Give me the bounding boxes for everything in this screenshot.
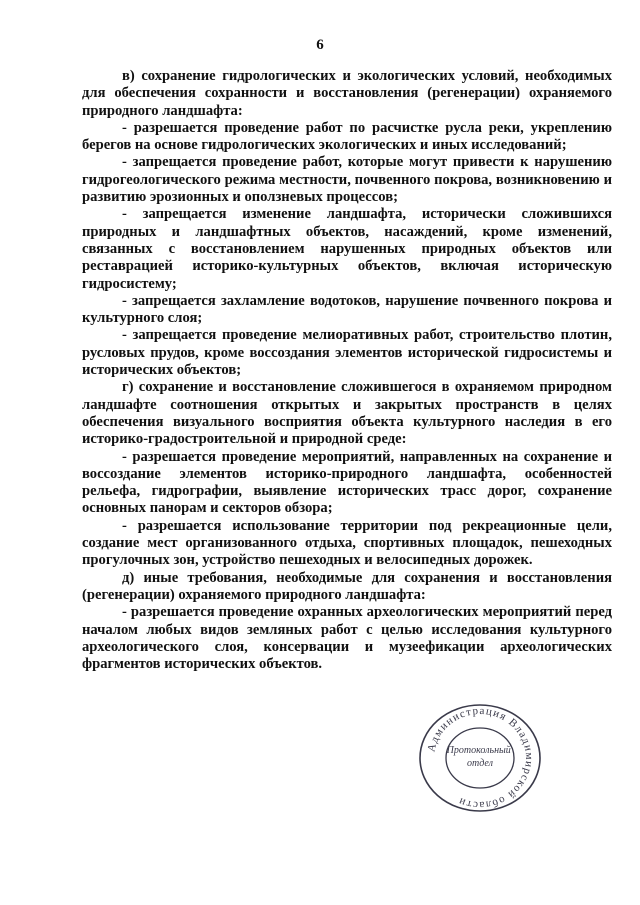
stamp-center-text-line-2: отдел xyxy=(467,758,493,769)
paragraph-v-item-1: - разрешается проведение работ по расчистке русла реки, укреплению берегов на основе гидрологических экологических и иных исследований; xyxy=(82,119,612,154)
official-stamp xyxy=(415,702,545,814)
paragraph-g-intro: г) сохранение и восстановление сложившегося в охраняемом природном ландшафте соотношения открытых и закрытых пространств в целях обеспечения визуального восприятия объекта культурного наследия в его историко-градостроительной и природной среде: xyxy=(82,379,612,448)
paragraph-v-item-4: - запрещается захламление водотоков, нарушение почвенного покрова и культурного слоя; xyxy=(82,292,612,327)
paragraph-d-item-1: - разрешается проведение охранных археологических мероприятий перед началом любых видов земляных работ с целью исследования культурного археологического слоя, консервации и музеефикации археологических фрагментов исторических объектов. xyxy=(82,604,612,673)
page-number: 6 xyxy=(316,37,324,53)
stamp-ring-text: Администрация Владимирской области xyxy=(425,704,536,812)
svg-text:Протокольный отдел xyxy=(446,745,514,769)
stamp-seal-graphic xyxy=(415,702,545,814)
paragraph-g-item-1: - разрешается проведение мероприятий, направленных на сохранение и воссоздание элементов историко-природного ландшафта, особенностей рельефа, гидрографии, выявление исторических трасс дорог, сохранение основных панорам и секторов обзора; xyxy=(82,448,612,517)
stamp-center-text: Протокольный xyxy=(446,745,511,756)
paragraph-g-item-2: - разрешается использование территории под рекреационные цели, создание мест организованного отдыха, спортивных площадок, пешеходных прогулочных зон, устройство пешеходных и велосипедных дорожек. xyxy=(82,517,612,569)
paragraph-v-item-5: - запрещается проведение мелиоративных работ, строительство плотин, русловых прудов, кроме воссоздания элементов исторической гидросистемы и исторических объектов; xyxy=(82,327,612,379)
paragraph-v-item-2: - запрещается проведение работ, которые могут привести к нарушению гидрогеологического режима местности, почвенного покрова, возникновению и развитию эрозионных и оползневых процессов; xyxy=(82,154,612,206)
document-body xyxy=(82,68,612,673)
paragraph-v-intro: в) сохранение гидрологических и экологических условий, необходимых для обеспечения сохранности и восстановления (регенерации) охраняемого природного ландшафта: xyxy=(82,68,612,119)
paragraph-d-intro: д) иные требования, необходимые для сохранения и восстановления (регенерации) охраняемого природного ландшафта: xyxy=(82,569,612,603)
paragraph-v-item-3: - запрещается изменение ландшафта, исторически сложившихся природных и ландшафтных объектов, насаждений, кроме изменений, связанных с восстановлением нарушенных природных объектов или реставрацией историко-культурных объектов, включая историческую гидросистему; xyxy=(82,206,612,292)
